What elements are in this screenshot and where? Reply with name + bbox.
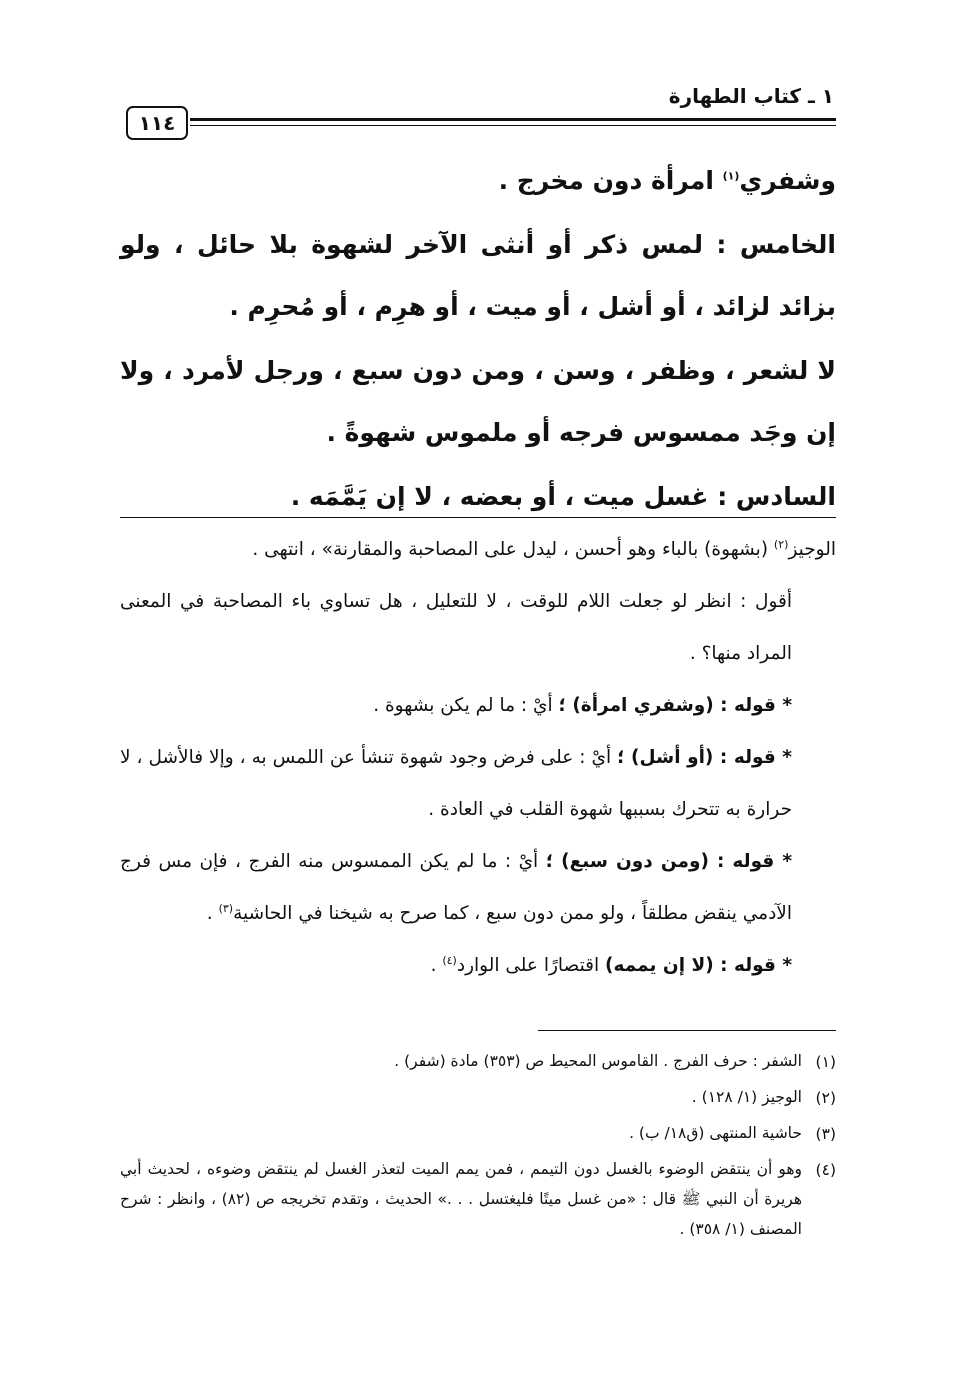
footnote-1: [120, 1046, 836, 1078]
main-paragraph-1: [120, 150, 836, 212]
footnote-ref-3: (٣): [218, 901, 234, 915]
commentary-c1-b: (بشهوة) بالباء وهو أحسن ، ليدل على المصاحبة والمقارنة» ، انتهى .: [252, 539, 774, 560]
footnote-4: [120, 1154, 836, 1244]
commentary-c4-rest: أيْ : على فرض وجود شهوة تنشأ عن اللمس به ، وإلا فالأشل ، لا حرارة به تتحرك بسببها شهوة القلب في العادة .: [120, 747, 792, 820]
main-divider: [120, 517, 836, 518]
commentary-c6-end: .: [430, 955, 443, 976]
header-rule-thick: [190, 118, 836, 121]
footnote-text: وهو أن ينتقض الوضوء بالغسل دون التيمم ، فمن يمم الميت لتعذر الغسل لم ينتقض وضوءه ، لحديث أبي هريرة أن النبي ﷺ قال : «من غسل ميتًا فليغتسل . . .» الحديث ، وتقدم تخريجه ص (٨٢) ، وانظر : شرح المصنف (١/ ٣٥٨) .: [120, 1160, 802, 1238]
footnote-3: [120, 1118, 836, 1150]
footnote-number: (٢): [815, 1089, 836, 1107]
footnote-number: (٣): [815, 1125, 836, 1143]
commentary-c5-rest: أيْ : ما لم يكن الممسوس منه الفرج ، فإن مس فرج الآدمي ينقض مطلقاً ، ولو ممن دون سبع ، كما صرح به شيخنا في الحاشية: [120, 851, 792, 924]
commentary-paragraph-1: [120, 524, 836, 576]
commentary-c3-bold: * قوله : (وشفري امرأة) ؛: [558, 695, 792, 716]
main-paragraph-3: لا لشعر ، وظفر ، وسن ، ومن دون سبع ، ورجل لأمرد ، ولا إن وجَد ممسوس فرجه أو ملموس شهوةً .: [120, 356, 836, 447]
page-number-box: [126, 106, 188, 140]
main-paragraph-2: الخامس : لمس ذكر أو أنثى الآخر لشهوة بلا حائل ، ولو بزائد لزائد ، أو أشل ، أو ميت ، أو هرِم ، أو مُحرِم .: [120, 230, 836, 321]
main-paragraph-4: السادس : غسل ميت ، أو بعضه ، لا إن يَمَّمَه .: [290, 482, 836, 511]
footnote-ref-4: (٤): [442, 953, 457, 967]
commentary-c6-bold: * قوله : (لا إن يممه): [605, 955, 792, 976]
commentary-c5-end: .: [206, 903, 219, 924]
commentary-c6-rest: اقتصارًا على الوارد: [456, 955, 606, 976]
commentary-paragraph-4: [120, 732, 836, 836]
commentary-c5-bold: * قوله : (ومن دون سبع) ؛: [545, 851, 792, 872]
footnote-text: الشفر : حرف الفرج . القاموس المحيط ص (٣٥٣) مادة (شفر) .: [394, 1052, 802, 1070]
commentary-c1-a: الوجيز: [788, 539, 836, 560]
footnote-text: حاشية المنتهى (ق١٨/ ب) .: [629, 1124, 802, 1142]
main-text: [120, 150, 836, 528]
commentary: [120, 524, 836, 992]
footnote-2: [120, 1082, 836, 1114]
commentary-paragraph-6: [120, 940, 836, 992]
footnote-text: الوجيز (١/ ١٢٨) .: [691, 1088, 802, 1106]
footnote-number: (١): [815, 1053, 836, 1071]
commentary-paragraph-2: أقول : انظر لو جعلت اللام للوقت ، لا للتعليل ، هل تساوي باء المصاحبة في المعنى المراد منها؟ .: [120, 591, 792, 664]
commentary-paragraph-5: [120, 836, 836, 940]
footnote-divider: [538, 1030, 836, 1031]
footnote-ref-2: (٢): [773, 537, 789, 551]
footnote-ref-1: (١): [722, 169, 740, 183]
commentary-c3-rest: أيْ : ما لم يكن بشهوة .: [373, 695, 559, 716]
commentary-paragraph-3: [120, 680, 836, 732]
main-p1-text: وشفري: [739, 166, 836, 195]
commentary-c4-bold: * قوله : (أو أشل) ؛: [617, 747, 792, 768]
footnotes: [120, 1046, 836, 1248]
chapter-title: ١ ـ كتاب الطهارة: [668, 84, 834, 108]
footnote-number: (٤): [815, 1161, 836, 1179]
header-rule-thin: [190, 125, 836, 126]
page-number: ١١٤: [138, 111, 176, 135]
main-p1-rest: امرأة دون مخرج .: [498, 166, 723, 195]
